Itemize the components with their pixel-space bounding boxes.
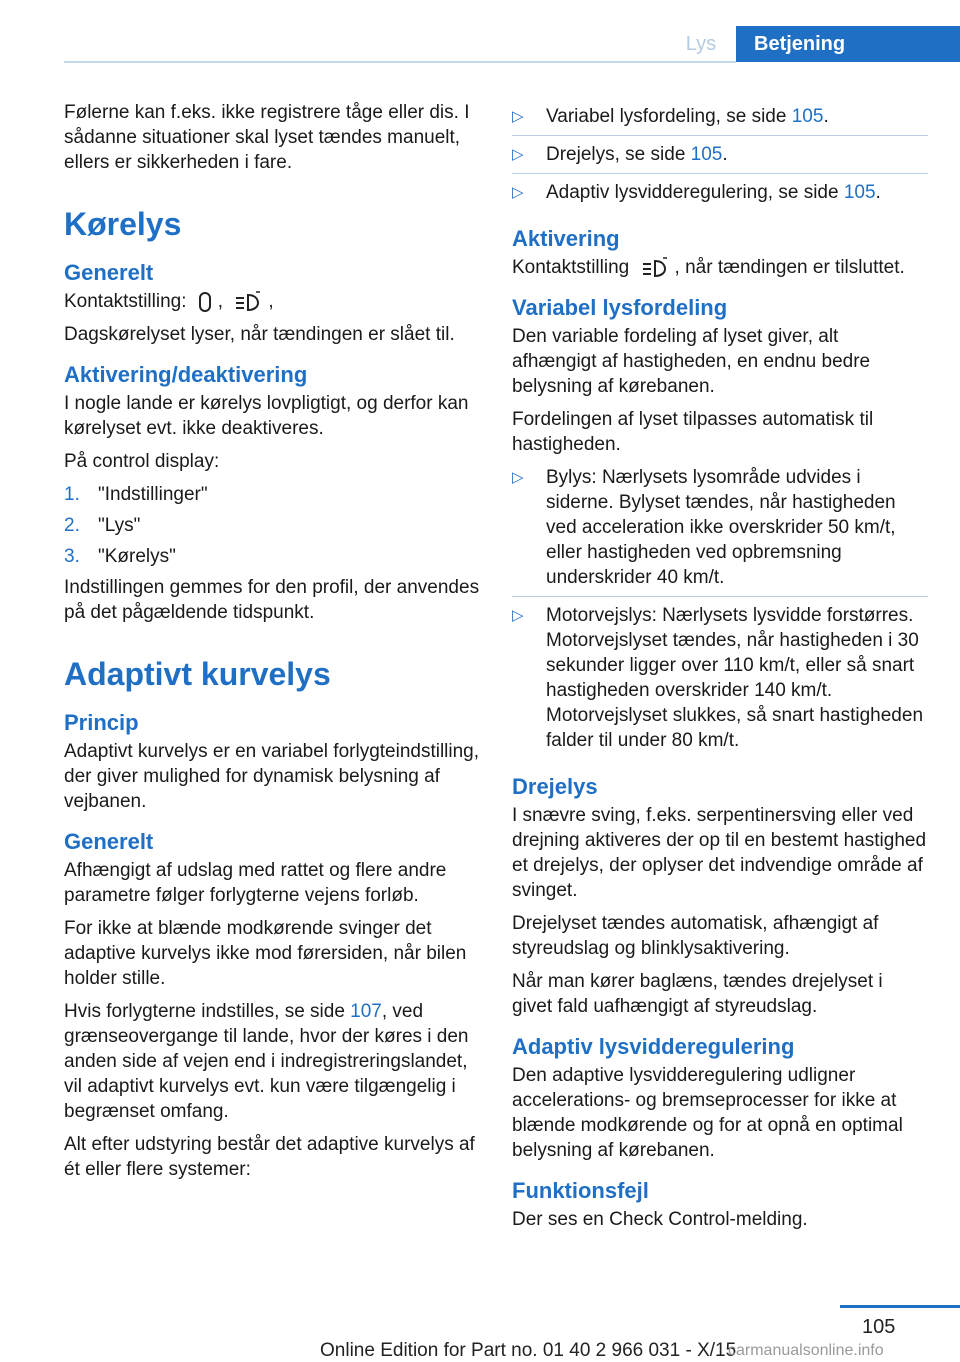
step-number: 1. — [64, 484, 80, 505]
daytime-light-icon — [198, 291, 212, 313]
heading-princip: Princip — [64, 710, 139, 735]
page-link-107[interactable]: 107 — [350, 1001, 382, 1022]
list-item — [512, 180, 928, 211]
kontakt-label: Kontaktstilling: — [64, 291, 187, 312]
drejelys-paragraph-1: I snævre sving, f.eks. serpentinersving eller ved drejning aktiveres der op til en bestemt hastighed et drejelys, der oplyser det indvendige område af svinget. — [512, 805, 927, 901]
item-label: Adaptiv lysvidderegulering, se side — [546, 182, 839, 203]
heading-adaptivt-kurvelys: Adaptivt kurvelys — [64, 656, 331, 692]
alt-efter-paragraph: Alt efter udstyring består det adaptive kurvelys af ét eller flere systemer: — [64, 1134, 475, 1180]
auto-light-icon — [234, 291, 262, 313]
list-item — [512, 603, 928, 759]
left-column — [64, 100, 480, 1190]
page-link[interactable]: 105 — [791, 106, 824, 127]
right-column — [512, 100, 928, 1240]
step-text: "Kørelys" — [98, 546, 176, 567]
heading-adaptiv-lysvidderegulering: Adaptiv lysvidderegulering — [512, 1034, 795, 1059]
triangle-bullet-icon: ▷ — [512, 108, 524, 125]
heading-korelys: Kørelys — [64, 206, 182, 242]
list-item-text — [546, 104, 829, 129]
heading-aktivering: Aktivering — [512, 226, 620, 251]
kontakt-sep-2: , — [268, 291, 274, 312]
variabel-paragraph-1: Den variable fordeling af lyset giver, alt afhængigt af hastigheden, en endnu bedre belysning af kørebanen. — [512, 326, 871, 397]
page-link[interactable]: 105 — [843, 182, 876, 203]
afhaengigt-paragraph: Afhængigt af udslag med rattet og flere andre parametre følger forlygterne vejens forløb. — [64, 860, 447, 906]
item-end: . — [823, 106, 829, 127]
list-item — [512, 465, 928, 597]
settings-steps — [64, 482, 480, 569]
gemmes-paragraph: Indstillingen gemmes for den profil, der anvendes på det pågældende tidspunkt. — [64, 577, 480, 623]
triangle-bullet-icon: ▷ — [512, 469, 524, 486]
kontaktstilling-line — [64, 289, 480, 314]
list-item-text — [546, 142, 728, 167]
list-item-text: Motorvejslys: Nærlysets lysvidde forstørres. Motorvejslyset tændes, når hastigheden i 30 sekunder ligger over 110 km/t, eller så snart hastigheden overskrider 140 km/t. Motorvejslyset slukkes, så snart hastigheden falder til under 80 km/t. — [546, 605, 924, 751]
aktivering-paragraph — [512, 255, 928, 280]
kontakt-suffix-right: , når tændingen er tilsluttet. — [674, 257, 905, 278]
intro-paragraph: Følerne kan f.eks. ikke registrere tåge eller dis. I sådanne situationer skal lyset tændes manuelt, ellers er sikkerheden i fare. — [64, 102, 470, 173]
kontakt-label-right: Kontaktstilling — [512, 257, 630, 278]
drejelys-paragraph-2: Drejelyset tændes automatisk, afhængigt af styreudslag og blinklysaktivering. — [512, 913, 879, 959]
step-text: "Indstillinger" — [98, 484, 208, 505]
auto-light-icon — [641, 257, 669, 279]
step-item — [64, 513, 480, 538]
step-text: "Lys" — [98, 515, 141, 536]
adaptiv-paragraph: Den adaptive lysvidderegulering udligner accelerations- og bremseprocesser for ikke at blænde modkørende og for at opnå en optimal belysning af kørebanen. — [512, 1065, 903, 1161]
princip-paragraph: Adaptivt kurvelys er en variabel forlygteindstilling, der giver mulighed for dynamisk belysning af vejbanen. — [64, 741, 480, 812]
item-end: . — [722, 144, 728, 165]
modes-list — [512, 465, 928, 759]
hvis-text: Hvis forlygterne indstilles, se side — [64, 1001, 345, 1022]
heading-variabel-lysfordeling: Variabel lysfordeling — [512, 295, 728, 320]
hvis-paragraph — [64, 999, 480, 1124]
triangle-bullet-icon: ▷ — [512, 184, 524, 201]
item-label: Drejelys, se side — [546, 144, 686, 165]
variabel-paragraph-2: Fordelingen af lyset tilpasses automatisk til hastigheden. — [512, 409, 874, 455]
heading-aktivering-deaktivering: Aktivering/deaktivering — [64, 362, 308, 387]
tab-betjening[interactable]: Betjening — [736, 26, 960, 62]
heading-drejelys: Drejelys — [512, 774, 598, 799]
item-label: Variabel lysfordeling, se side — [546, 106, 787, 127]
step-item — [64, 544, 480, 569]
watermark: carmanualsonline.info — [728, 1342, 884, 1359]
list-item — [512, 104, 928, 136]
heading-generelt-2: Generelt — [64, 829, 154, 854]
page-number: 105 — [862, 1316, 896, 1338]
hvis-suffix: , ved grænseovergange til lande, hvor der køres i den anden side af vejen end i indregistreringslandet, vil adaptivt kurvelys evt. kun være tilgængelig i begrænset omfang. — [64, 1001, 469, 1122]
drejelys-paragraph-3: Når man kører baglæns, tændes drejelyset i givet fald uafhængigt af styreudslag. — [512, 971, 883, 1017]
dagskorelys-paragraph: Dagskørelyset lyser, når tændingen er slået til. — [64, 324, 455, 345]
systems-list — [512, 104, 928, 211]
footer-rule — [840, 1305, 960, 1308]
edition-footer: Online Edition for Part no. 01 40 2 966 031 - X/15 — [320, 1340, 737, 1361]
funktionsfejl-paragraph: Der ses en Check Control-melding. — [512, 1209, 808, 1230]
blaende-paragraph: For ikke at blænde modkørende svinger det adaptive kurvelys ikke mod førersiden, når bilen holder stille. — [64, 918, 467, 989]
lovpligtigt-paragraph: I nogle lande er kørelys lovpligtigt, og derfor kan kørelyset evt. ikke deaktiveres. — [64, 393, 469, 439]
triangle-bullet-icon: ▷ — [512, 607, 524, 624]
item-end: . — [875, 182, 881, 203]
heading-generelt: Generelt — [64, 260, 154, 285]
header-tabs — [666, 26, 960, 62]
tab-lys[interactable]: Lys — [685, 32, 717, 55]
step-number: 3. — [64, 546, 80, 567]
kontakt-sep-1: , — [217, 291, 224, 312]
step-item — [64, 482, 480, 507]
control-display-paragraph: På control display: — [64, 451, 220, 472]
triangle-bullet-icon: ▷ — [512, 146, 524, 163]
list-item-text — [546, 180, 881, 205]
page-link[interactable]: 105 — [690, 144, 723, 165]
header-rule — [64, 61, 736, 63]
list-item-text: Bylys: Nærlysets lysområde udvides i siderne. Bylyset tændes, når hastigheden ved acceleration ikke overskrider 50 km/t, eller hastigheden ved opbremsning underskrider 40 km/t. — [546, 467, 896, 588]
list-item — [512, 142, 928, 174]
heading-funktionsfejl: Funktionsfejl — [512, 1178, 649, 1203]
step-number: 2. — [64, 515, 80, 536]
